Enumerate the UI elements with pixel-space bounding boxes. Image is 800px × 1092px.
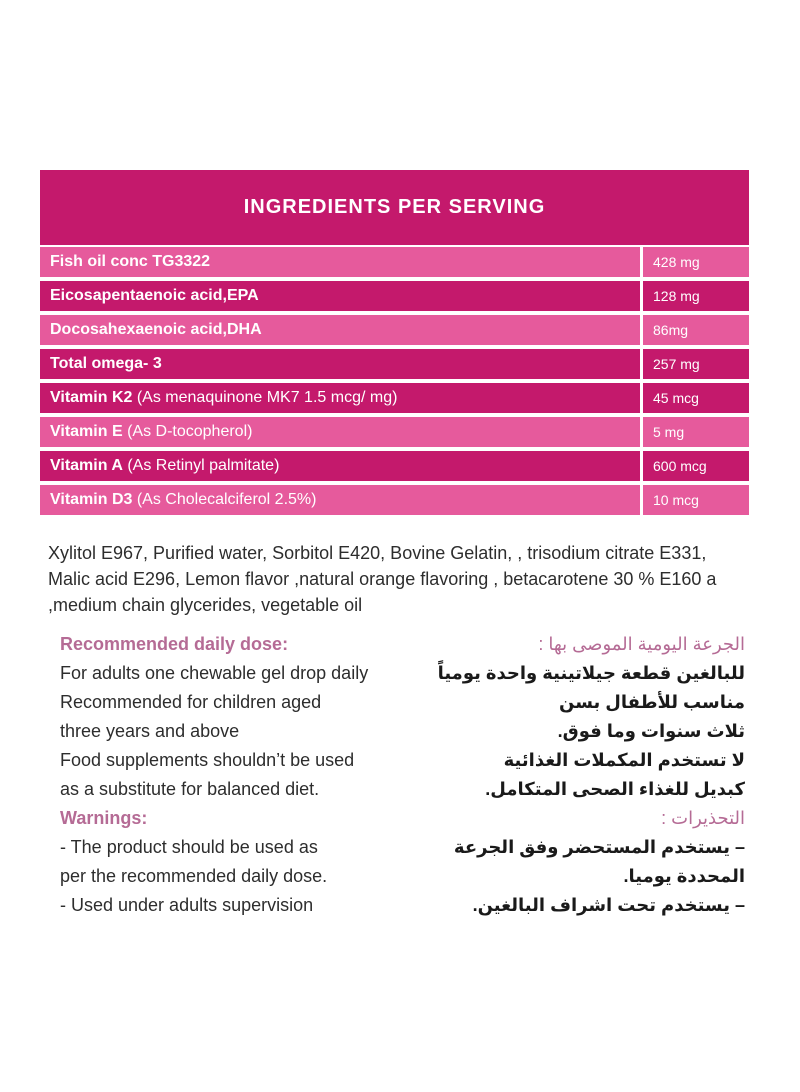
arabic-instructions	[400, 630, 745, 920]
dose-line-en: For adults one chewable gel drop daily	[60, 663, 369, 683]
warning-line-en: per the recommended daily dose.	[60, 866, 328, 886]
dose-line-ar: ثلاث سنوات وما فوق.	[557, 721, 745, 741]
ingredient-name: Fish oil conc TG3322	[50, 253, 211, 270]
ingredient-name: Total omega- 3	[50, 355, 162, 372]
ingredient-amount: 600 mcg	[640, 451, 749, 481]
dose-line-en: three years and above	[60, 721, 240, 741]
ingredient-amount: 128 mg	[640, 281, 749, 311]
dose-heading-ar: الجرعة اليومية الموصى بها :	[538, 634, 745, 654]
warnings-heading-en: Warnings:	[60, 808, 148, 828]
dose-line-ar: للبالغين قطعة جيلاتينية واحدة يومياً	[437, 663, 745, 683]
dose-line-en: as a substitute for balanced diet.	[60, 779, 320, 799]
dose-heading-en: Recommended daily dose:	[60, 634, 289, 654]
ingredients-table	[40, 170, 749, 519]
ingredient-name: Vitamin E	[50, 423, 123, 440]
ingredient-note: (As Cholecalciferol 2.5%)	[132, 491, 317, 508]
ingredient-rows	[40, 247, 749, 519]
table-row	[40, 281, 749, 315]
warning-line-ar: – يستخدم تحت اشراف البالغين.	[472, 895, 745, 915]
warnings-heading-ar: التحذيرات :	[661, 808, 745, 828]
other-ingredients-line: Xylitol E967, Purified water, Sorbitol E420, Bovine Gelatin, , trisodium citrate E331,	[48, 543, 707, 563]
ingredient-amount: 5 mg	[640, 417, 749, 447]
dose-line-ar: لا تستخدم المكملات الغذائية	[503, 750, 745, 770]
ingredient-amount: 10 mcg	[640, 485, 749, 515]
table-row	[40, 247, 749, 281]
ingredient-amount: 45 mcg	[640, 383, 749, 413]
table-row	[40, 349, 749, 383]
ingredient-name: Vitamin D3	[50, 491, 133, 508]
dose-line-en: Recommended for children aged	[60, 692, 322, 712]
english-instructions	[60, 630, 400, 920]
ingredient-name: Vitamin A	[50, 457, 123, 474]
ingredient-name: Eicosapentaenoic acid,EPA	[50, 287, 259, 304]
ingredient-amount: 86mg	[640, 315, 749, 345]
ingredient-note: (As menaquinone MK7 1.5 mcg/ mg)	[132, 389, 398, 406]
warning-line-en: - The product should be used as	[60, 837, 318, 857]
table-title: INGREDIENTS PER SERVING	[40, 170, 749, 247]
table-row	[40, 417, 749, 451]
warning-line-ar: – يستخدم المستحضر وفق الجرعة	[453, 837, 745, 857]
dose-line-en: Food supplements shouldn’t be used	[60, 750, 355, 770]
ingredient-note: (As Retinyl palmitate)	[122, 457, 280, 474]
ingredient-amount: 257 mg	[640, 349, 749, 379]
table-row	[40, 451, 749, 485]
warning-line-ar: المحددة يوميا.	[623, 866, 745, 886]
ingredient-note: (As D-tocopherol)	[122, 423, 253, 440]
other-ingredients-line: Malic acid E296, Lemon flavor ,natural orange flavoring , betacarotene 30 % E160 a	[48, 569, 717, 589]
dose-line-ar: كبديل للغذاء الصحى المتكامل.	[485, 779, 745, 799]
dose-line-ar: مناسب للأطفال بسن	[559, 692, 745, 712]
table-row	[40, 315, 749, 349]
ingredient-name: Vitamin K2	[50, 389, 133, 406]
ingredient-name: Docosahexaenoic acid,DHA	[50, 321, 262, 338]
warning-line-en: - Used under adults supervision	[60, 895, 314, 915]
ingredient-amount: 428 mg	[640, 247, 749, 277]
table-row	[40, 383, 749, 417]
other-ingredients-line: ,medium chain glycerides, vegetable oil	[48, 595, 363, 615]
other-ingredients	[48, 540, 758, 618]
table-row	[40, 485, 749, 519]
